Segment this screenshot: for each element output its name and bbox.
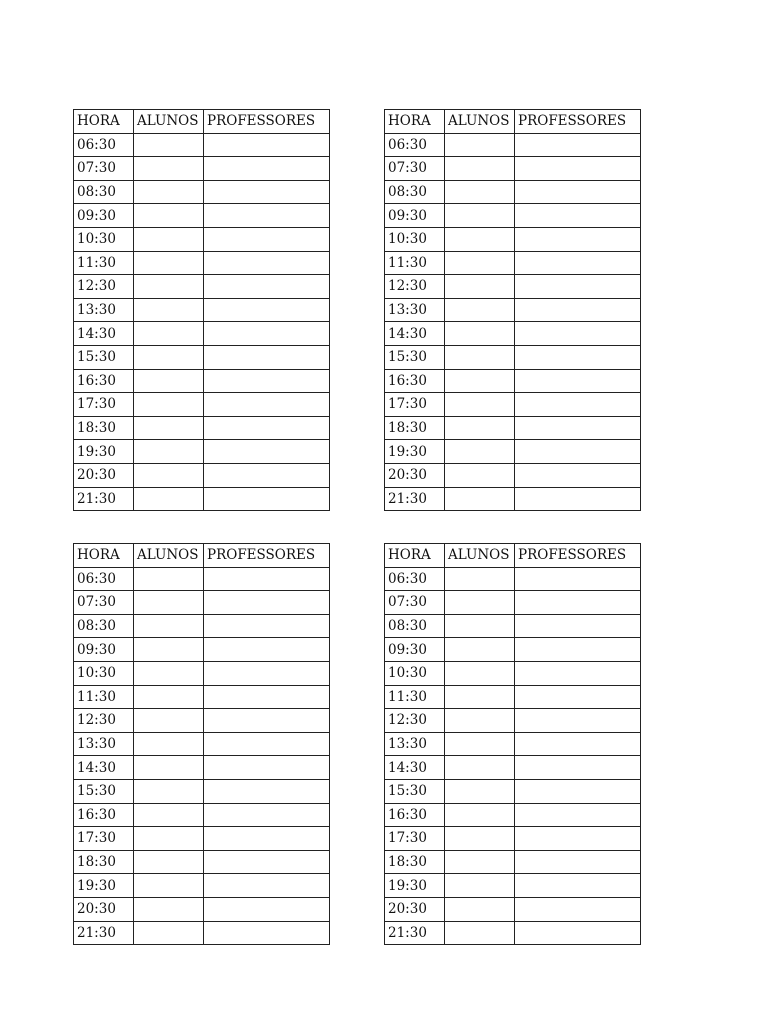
time-cell: 17:30	[74, 827, 134, 851]
professores-cell[interactable]	[204, 614, 330, 638]
professores-cell[interactable]	[204, 850, 330, 874]
alunos-cell[interactable]	[445, 322, 515, 346]
alunos-cell[interactable]	[445, 487, 515, 511]
table-row	[385, 850, 641, 874]
professores-cell[interactable]	[204, 685, 330, 709]
professores-cell[interactable]	[204, 921, 330, 945]
table-row	[385, 591, 641, 615]
table-row	[74, 685, 330, 709]
alunos-cell[interactable]	[134, 487, 204, 511]
time-cell: 21:30	[385, 921, 445, 945]
alunos-cell[interactable]	[445, 827, 515, 851]
table-row	[385, 227, 641, 251]
table-row	[385, 732, 641, 756]
table-row	[385, 322, 641, 346]
table-row	[74, 440, 330, 464]
time-cell: 07:30	[385, 591, 445, 615]
professores-cell[interactable]	[204, 133, 330, 157]
alunos-cell[interactable]	[134, 322, 204, 346]
table-row	[385, 638, 641, 662]
table-row	[385, 345, 641, 369]
time-cell: 09:30	[74, 638, 134, 662]
header-professores: PROFESSORES	[204, 110, 330, 134]
table-row	[74, 779, 330, 803]
time-cell: 09:30	[385, 638, 445, 662]
table-row	[74, 732, 330, 756]
table-row	[385, 685, 641, 709]
time-cell: 14:30	[385, 322, 445, 346]
table-row	[74, 803, 330, 827]
professores-cell[interactable]	[204, 874, 330, 898]
time-cell: 18:30	[385, 850, 445, 874]
alunos-cell[interactable]	[134, 827, 204, 851]
alunos-cell[interactable]	[445, 463, 515, 487]
professores-cell[interactable]	[204, 638, 330, 662]
professores-cell[interactable]	[515, 827, 641, 851]
professores-cell[interactable]	[515, 157, 641, 181]
professores-cell[interactable]	[204, 487, 330, 511]
time-cell: 08:30	[385, 614, 445, 638]
alunos-cell[interactable]	[445, 614, 515, 638]
header-row	[385, 544, 641, 568]
alunos-cell[interactable]	[445, 416, 515, 440]
table-row	[385, 133, 641, 157]
alunos-cell[interactable]	[445, 440, 515, 464]
alunos-cell[interactable]	[445, 874, 515, 898]
header-alunos: ALUNOS	[134, 544, 204, 568]
alunos-cell[interactable]	[445, 591, 515, 615]
professores-cell[interactable]	[515, 850, 641, 874]
professores-cell[interactable]	[204, 661, 330, 685]
alunos-cell[interactable]	[134, 685, 204, 709]
time-cell: 19:30	[385, 440, 445, 464]
alunos-cell[interactable]	[134, 614, 204, 638]
time-cell: 08:30	[74, 180, 134, 204]
professores-cell[interactable]	[515, 732, 641, 756]
alunos-cell[interactable]	[445, 251, 515, 275]
table-row	[385, 661, 641, 685]
time-cell: 15:30	[74, 345, 134, 369]
table-row	[385, 874, 641, 898]
professores-cell[interactable]	[515, 803, 641, 827]
table-row	[385, 440, 641, 464]
time-cell: 08:30	[385, 180, 445, 204]
professores-cell[interactable]	[204, 393, 330, 417]
header-professores: PROFESSORES	[204, 544, 330, 568]
professores-cell[interactable]	[515, 345, 641, 369]
professores-cell[interactable]	[204, 204, 330, 228]
time-cell: 21:30	[74, 487, 134, 511]
alunos-cell[interactable]	[134, 874, 204, 898]
time-cell: 18:30	[385, 416, 445, 440]
alunos-cell[interactable]	[445, 850, 515, 874]
time-cell: 13:30	[74, 732, 134, 756]
time-cell: 15:30	[385, 345, 445, 369]
table-row	[385, 756, 641, 780]
schedule-table-top-left	[73, 109, 330, 511]
alunos-cell[interactable]	[134, 756, 204, 780]
table-row	[385, 298, 641, 322]
alunos-cell[interactable]	[445, 779, 515, 803]
time-cell: 12:30	[74, 275, 134, 299]
time-cell: 13:30	[385, 732, 445, 756]
time-cell: 20:30	[74, 463, 134, 487]
alunos-cell[interactable]	[445, 157, 515, 181]
time-cell: 16:30	[74, 803, 134, 827]
alunos-cell[interactable]	[134, 779, 204, 803]
professores-cell[interactable]	[515, 322, 641, 346]
alunos-cell[interactable]	[445, 393, 515, 417]
table-row	[74, 157, 330, 181]
header-row	[74, 110, 330, 134]
alunos-cell[interactable]	[134, 298, 204, 322]
header-alunos: ALUNOS	[134, 110, 204, 134]
professores-cell[interactable]	[204, 567, 330, 591]
professores-cell[interactable]	[515, 251, 641, 275]
time-cell: 17:30	[385, 393, 445, 417]
table-row	[74, 251, 330, 275]
header-row	[74, 544, 330, 568]
alunos-cell[interactable]	[134, 180, 204, 204]
professores-cell[interactable]	[204, 897, 330, 921]
time-cell: 14:30	[385, 756, 445, 780]
header-professores: PROFESSORES	[515, 110, 641, 134]
alunos-cell[interactable]	[134, 275, 204, 299]
professores-cell[interactable]	[515, 393, 641, 417]
table-row	[385, 567, 641, 591]
alunos-cell[interactable]	[134, 440, 204, 464]
table-row	[74, 661, 330, 685]
time-cell: 16:30	[74, 369, 134, 393]
professores-cell[interactable]	[204, 779, 330, 803]
alunos-cell[interactable]	[134, 393, 204, 417]
time-cell: 10:30	[385, 661, 445, 685]
alunos-cell[interactable]	[445, 756, 515, 780]
table-row	[74, 614, 330, 638]
schedule-table-bottom-right	[384, 543, 641, 945]
alunos-cell[interactable]	[445, 638, 515, 662]
time-cell: 17:30	[74, 393, 134, 417]
table-row	[74, 897, 330, 921]
schedule-table-top-right	[384, 109, 641, 511]
time-cell: 19:30	[74, 440, 134, 464]
alunos-cell[interactable]	[134, 157, 204, 181]
table-row	[385, 897, 641, 921]
time-cell: 07:30	[385, 157, 445, 181]
table-row	[74, 487, 330, 511]
time-cell: 06:30	[385, 133, 445, 157]
table-row	[385, 251, 641, 275]
alunos-cell[interactable]	[134, 345, 204, 369]
time-cell: 06:30	[74, 133, 134, 157]
time-cell: 07:30	[74, 157, 134, 181]
table-row	[74, 756, 330, 780]
alunos-cell[interactable]	[445, 227, 515, 251]
professores-cell[interactable]	[204, 756, 330, 780]
alunos-cell[interactable]	[134, 133, 204, 157]
table-row	[385, 204, 641, 228]
time-cell: 08:30	[74, 614, 134, 638]
table-row	[74, 227, 330, 251]
table-row	[385, 779, 641, 803]
time-cell: 12:30	[385, 275, 445, 299]
time-cell: 13:30	[385, 298, 445, 322]
professores-cell[interactable]	[515, 661, 641, 685]
alunos-cell[interactable]	[445, 133, 515, 157]
professores-cell[interactable]	[515, 227, 641, 251]
alunos-cell[interactable]	[134, 661, 204, 685]
professores-cell[interactable]	[204, 732, 330, 756]
professores-cell[interactable]	[515, 921, 641, 945]
professores-cell[interactable]	[515, 614, 641, 638]
table-row	[385, 369, 641, 393]
professores-cell[interactable]	[204, 369, 330, 393]
professores-cell[interactable]	[515, 369, 641, 393]
alunos-cell[interactable]	[445, 180, 515, 204]
header-professores: PROFESSORES	[515, 544, 641, 568]
alunos-cell[interactable]	[134, 591, 204, 615]
professores-cell[interactable]	[515, 275, 641, 299]
professores-cell[interactable]	[515, 591, 641, 615]
alunos-cell[interactable]	[134, 416, 204, 440]
professores-cell[interactable]	[204, 463, 330, 487]
time-cell: 14:30	[74, 322, 134, 346]
time-cell: 19:30	[74, 874, 134, 898]
alunos-cell[interactable]	[445, 345, 515, 369]
alunos-cell[interactable]	[134, 732, 204, 756]
alunos-cell[interactable]	[445, 275, 515, 299]
alunos-cell[interactable]	[445, 298, 515, 322]
table-row	[74, 369, 330, 393]
professores-cell[interactable]	[204, 251, 330, 275]
time-cell: 16:30	[385, 803, 445, 827]
header-row	[385, 110, 641, 134]
table-row	[385, 487, 641, 511]
time-cell: 20:30	[385, 897, 445, 921]
professores-cell[interactable]	[515, 133, 641, 157]
alunos-cell[interactable]	[134, 921, 204, 945]
table-row	[74, 638, 330, 662]
table-row	[74, 322, 330, 346]
table-row	[385, 614, 641, 638]
alunos-cell[interactable]	[445, 685, 515, 709]
alunos-cell[interactable]	[445, 732, 515, 756]
table-row	[385, 921, 641, 945]
alunos-cell[interactable]	[445, 921, 515, 945]
professores-cell[interactable]	[204, 440, 330, 464]
professores-cell[interactable]	[515, 180, 641, 204]
table-row	[385, 827, 641, 851]
table-row	[385, 393, 641, 417]
professores-cell[interactable]	[515, 298, 641, 322]
table-row	[74, 567, 330, 591]
professores-cell[interactable]	[515, 463, 641, 487]
table-row	[385, 709, 641, 733]
professores-cell[interactable]	[204, 227, 330, 251]
header-hora: HORA	[74, 110, 134, 134]
table-row	[385, 416, 641, 440]
alunos-cell[interactable]	[134, 251, 204, 275]
time-cell: 18:30	[74, 850, 134, 874]
professores-cell[interactable]	[204, 827, 330, 851]
table-row	[74, 345, 330, 369]
table-row	[385, 157, 641, 181]
table-row	[385, 803, 641, 827]
professores-cell[interactable]	[515, 487, 641, 511]
time-cell: 17:30	[385, 827, 445, 851]
alunos-cell[interactable]	[134, 850, 204, 874]
time-cell: 06:30	[385, 567, 445, 591]
table-row	[74, 591, 330, 615]
time-cell: 12:30	[385, 709, 445, 733]
professores-cell[interactable]	[204, 345, 330, 369]
alunos-cell[interactable]	[445, 204, 515, 228]
time-cell: 18:30	[74, 416, 134, 440]
professores-cell[interactable]	[515, 638, 641, 662]
professores-cell[interactable]	[515, 440, 641, 464]
alunos-cell[interactable]	[134, 803, 204, 827]
header-hora: HORA	[385, 110, 445, 134]
professores-cell[interactable]	[204, 180, 330, 204]
professores-cell[interactable]	[204, 298, 330, 322]
alunos-cell[interactable]	[445, 803, 515, 827]
table-row	[74, 275, 330, 299]
alunos-cell[interactable]	[445, 897, 515, 921]
table-row	[74, 298, 330, 322]
professores-cell[interactable]	[204, 416, 330, 440]
time-cell: 09:30	[385, 204, 445, 228]
time-cell: 09:30	[74, 204, 134, 228]
table-row	[74, 416, 330, 440]
professores-cell[interactable]	[204, 157, 330, 181]
time-cell: 07:30	[74, 591, 134, 615]
time-cell: 21:30	[385, 487, 445, 511]
professores-cell[interactable]	[515, 685, 641, 709]
table-row	[385, 463, 641, 487]
time-cell: 10:30	[74, 661, 134, 685]
time-cell: 20:30	[74, 897, 134, 921]
professores-cell[interactable]	[515, 779, 641, 803]
professores-cell[interactable]	[515, 709, 641, 733]
time-cell: 21:30	[74, 921, 134, 945]
alunos-cell[interactable]	[134, 709, 204, 733]
time-cell: 11:30	[74, 251, 134, 275]
time-cell: 16:30	[385, 369, 445, 393]
professores-cell[interactable]	[204, 591, 330, 615]
table-row	[385, 180, 641, 204]
header-alunos: ALUNOS	[445, 544, 515, 568]
time-cell: 13:30	[74, 298, 134, 322]
time-cell: 15:30	[385, 779, 445, 803]
table-row	[74, 827, 330, 851]
professores-cell[interactable]	[515, 874, 641, 898]
table-row	[74, 393, 330, 417]
header-hora: HORA	[385, 544, 445, 568]
professores-cell[interactable]	[204, 803, 330, 827]
table-row	[74, 921, 330, 945]
time-cell: 06:30	[74, 567, 134, 591]
time-cell: 14:30	[74, 756, 134, 780]
professores-cell[interactable]	[515, 897, 641, 921]
alunos-cell[interactable]	[445, 369, 515, 393]
table-row	[74, 709, 330, 733]
alunos-cell[interactable]	[445, 567, 515, 591]
alunos-cell[interactable]	[134, 463, 204, 487]
table-row	[74, 463, 330, 487]
time-cell: 12:30	[74, 709, 134, 733]
alunos-cell[interactable]	[445, 661, 515, 685]
professores-cell[interactable]	[515, 416, 641, 440]
time-cell: 15:30	[74, 779, 134, 803]
time-cell: 20:30	[385, 463, 445, 487]
table-row	[74, 180, 330, 204]
header-alunos: ALUNOS	[445, 110, 515, 134]
table-row	[385, 275, 641, 299]
professores-cell[interactable]	[515, 756, 641, 780]
time-cell: 19:30	[385, 874, 445, 898]
time-cell: 10:30	[74, 227, 134, 251]
alunos-cell[interactable]	[134, 227, 204, 251]
alunos-cell[interactable]	[134, 638, 204, 662]
table-row	[74, 850, 330, 874]
table-row	[74, 133, 330, 157]
alunos-cell[interactable]	[134, 897, 204, 921]
time-cell: 11:30	[74, 685, 134, 709]
time-cell: 10:30	[385, 227, 445, 251]
time-cell: 11:30	[385, 251, 445, 275]
professores-cell[interactable]	[515, 204, 641, 228]
table-row	[74, 874, 330, 898]
alunos-cell[interactable]	[134, 567, 204, 591]
professores-cell[interactable]	[204, 322, 330, 346]
professores-cell[interactable]	[204, 709, 330, 733]
alunos-cell[interactable]	[445, 709, 515, 733]
alunos-cell[interactable]	[134, 369, 204, 393]
header-hora: HORA	[74, 544, 134, 568]
table-row	[74, 204, 330, 228]
professores-cell[interactable]	[204, 275, 330, 299]
time-cell: 11:30	[385, 685, 445, 709]
alunos-cell[interactable]	[134, 204, 204, 228]
professores-cell[interactable]	[515, 567, 641, 591]
schedule-table-bottom-left	[73, 543, 330, 945]
